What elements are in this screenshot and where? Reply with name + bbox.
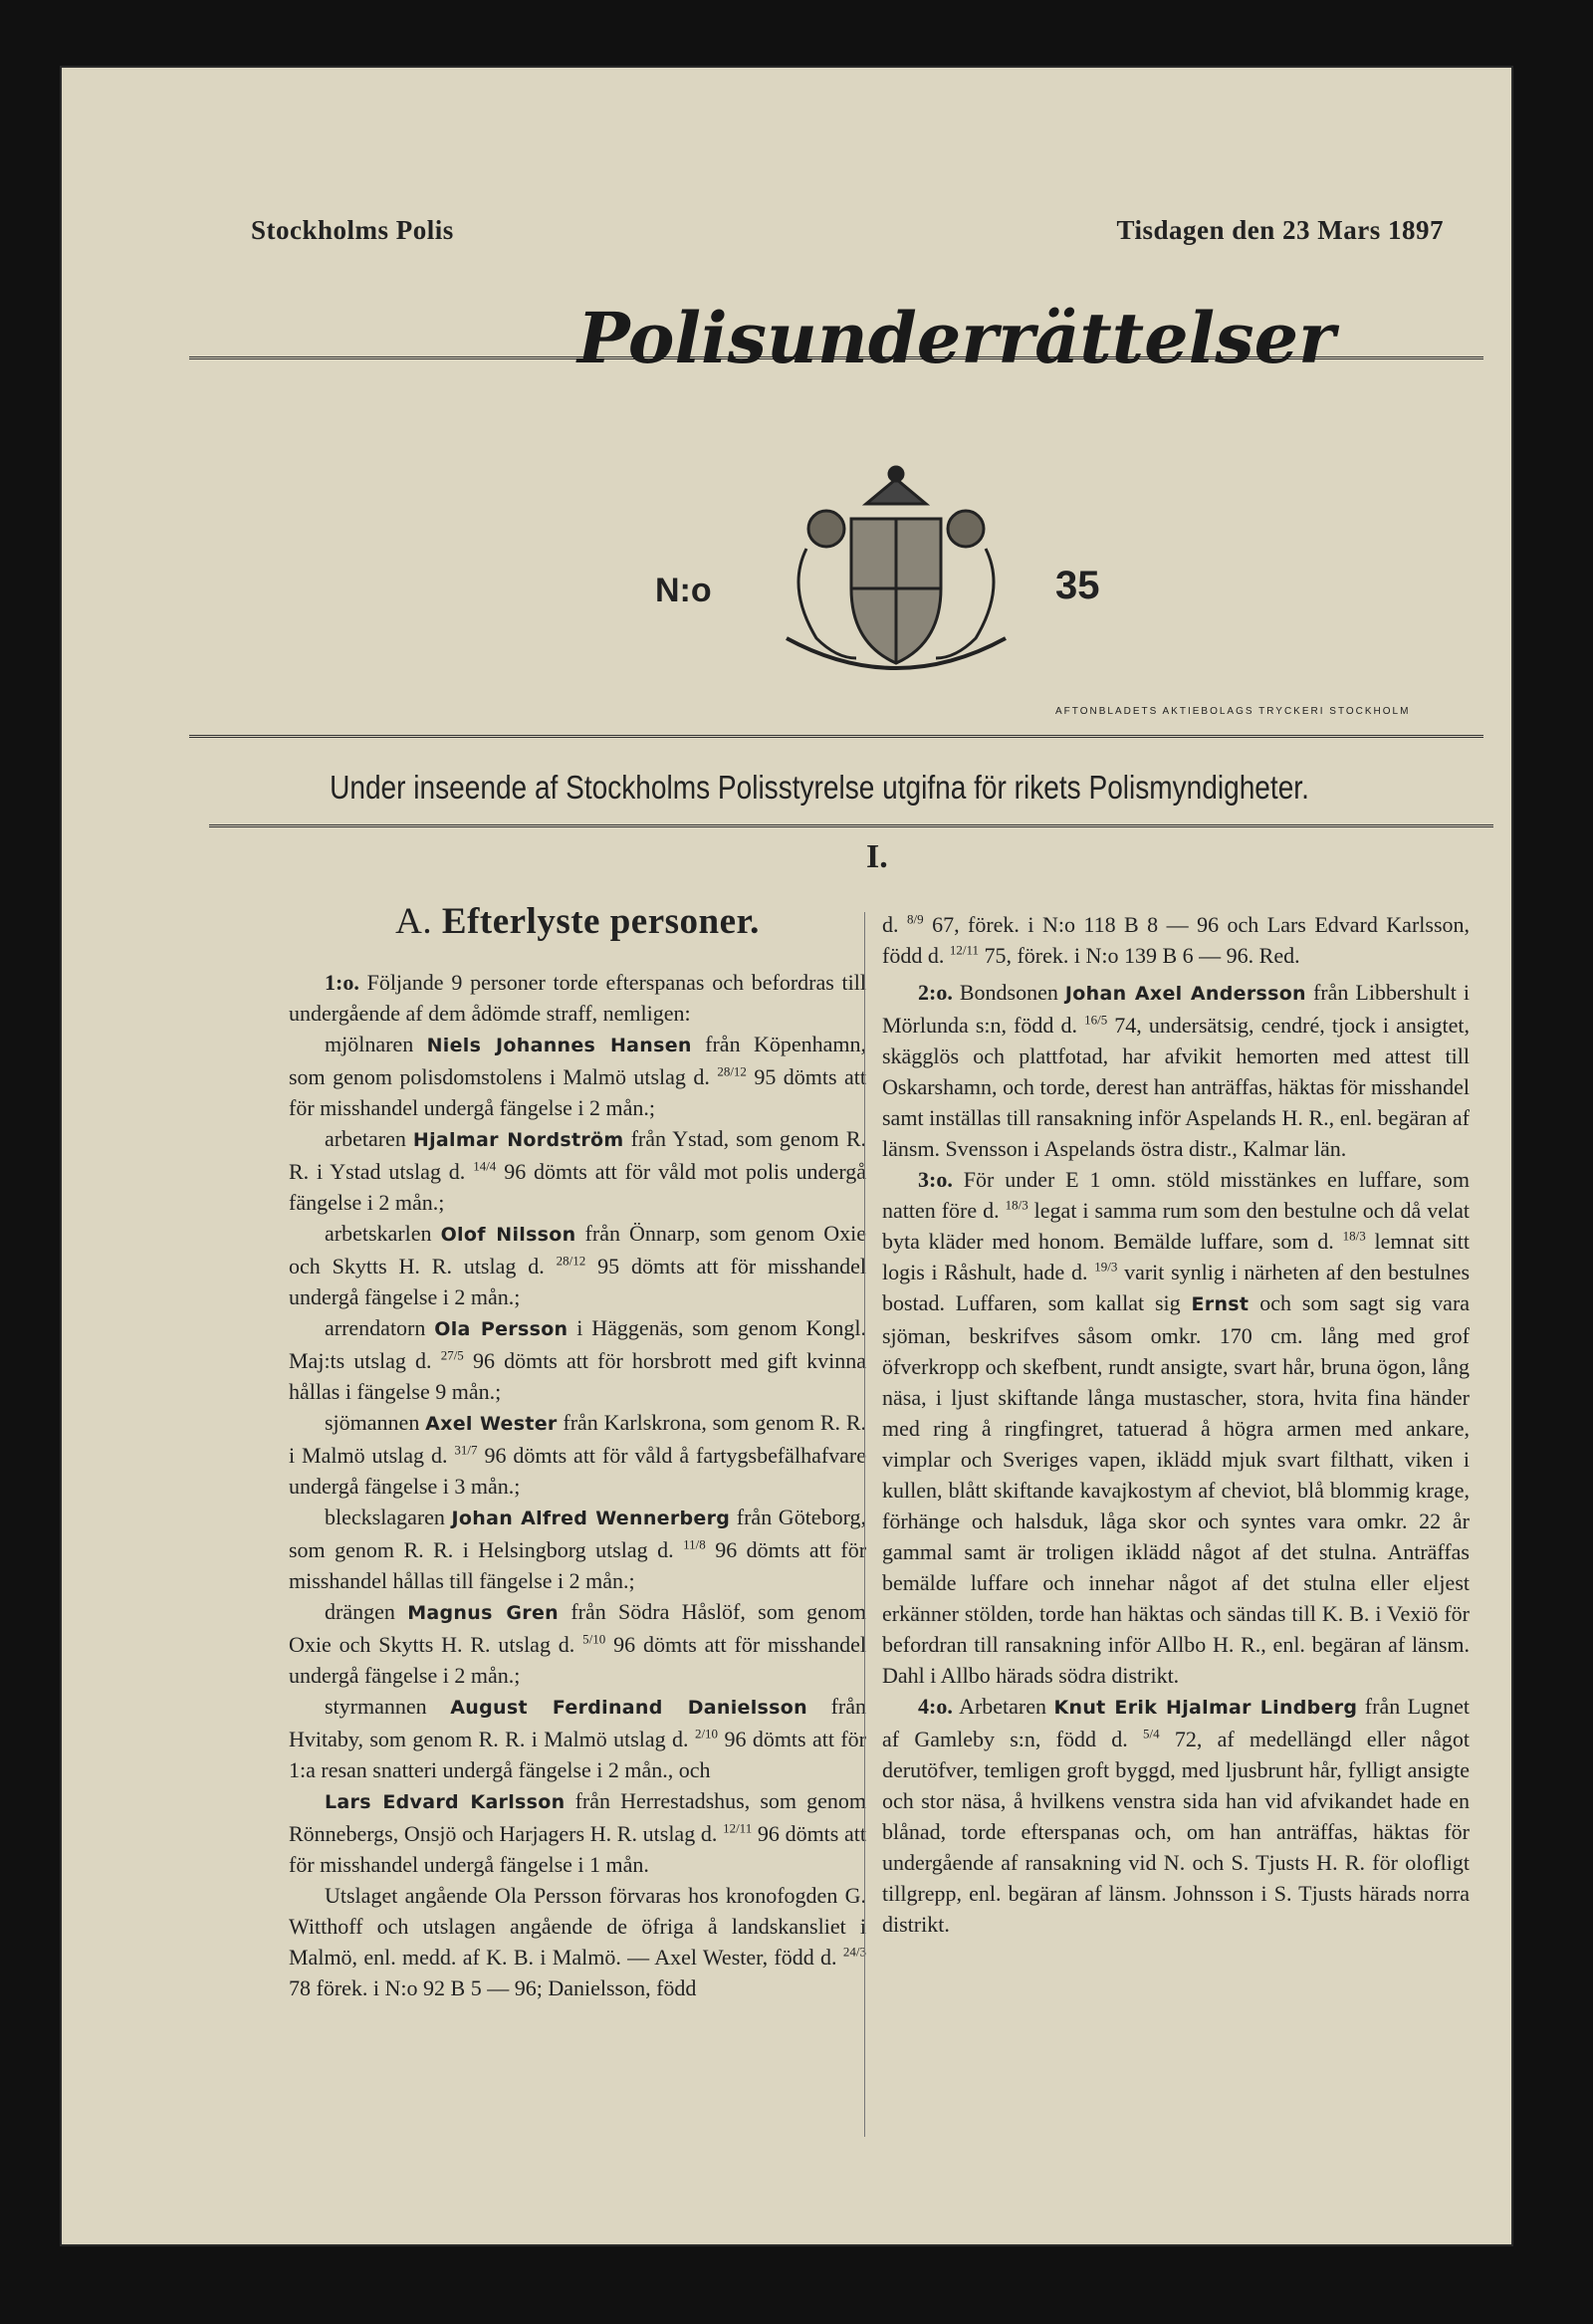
entry-occupation: bleckslagaren <box>325 1505 445 1529</box>
entry-text: legat i samma rum som den bestulne och då velat byta kläder med honom. Bemälde luffare, som d. <box>882 1198 1471 1254</box>
entry-text: 75, förek. i N:o 139 B 6 — 96. Red. <box>984 943 1300 968</box>
entry-text: 67, förek. i N:o 118 B 8 — 96 och Lars Edvard Karlsson, född d. <box>882 912 1471 968</box>
entry-date: 16/5 <box>1084 1012 1108 1028</box>
wanted-name: Ola Persson <box>434 1318 569 1340</box>
notice-1-intro <box>289 967 866 1029</box>
wanted-entry <box>289 1407 866 1502</box>
entry-text: 95 dömts att för misshandel undergå fängelse i 2 mån.; <box>289 1064 867 1120</box>
entry-text: från Ystad, som genom R. R. i Ystad utslag d. <box>289 1126 867 1184</box>
entry-date: 2/10 <box>694 1726 719 1742</box>
wanted-entry <box>289 1691 866 1785</box>
column-separator <box>864 912 865 2137</box>
wanted-entry <box>289 1218 866 1312</box>
entry-date: 12/11 <box>949 942 979 958</box>
entry-text: från Önnarp, som genom Oxie och Skytts H. R. utslag d. <box>289 1221 867 1278</box>
section-heading: Efterlyste personer. <box>441 901 760 942</box>
wanted-name: Johan Axel Andersson <box>1064 983 1306 1005</box>
entry-text: 96 dömts att för misshandel undergå fängelse i 1 mån. <box>289 1821 867 1877</box>
entry-text: d. <box>882 912 899 937</box>
wanted-entry <box>289 1123 866 1218</box>
entry-date: 14/4 <box>473 1158 497 1174</box>
entry-text: För under E 1 omn. stöld misstänkes en luffare, som natten före d. <box>882 1167 1471 1223</box>
wanted-name: Johan Alfred Wennerberg <box>451 1508 731 1529</box>
entry-text: från Göteborg, som genom R. R. i Helsingborg utslag d. <box>289 1505 866 1562</box>
subtitle-rule <box>209 824 1493 827</box>
entry-date: 28/12 <box>717 1063 747 1079</box>
wanted-entry <box>289 1596 866 1691</box>
entry-occupation: mjölnaren <box>325 1032 414 1056</box>
entry-text: varit synlig i närheten af den bestulnes bostad. Luffaren, som kallat sig <box>882 1260 1471 1315</box>
entry-occupation: arbetaren <box>325 1126 406 1151</box>
continuation <box>882 909 1470 971</box>
closing-note <box>289 1880 866 2003</box>
entry-date: 31/7 <box>454 1442 478 1458</box>
entry-date: 18/3 <box>1005 1197 1028 1213</box>
entry-text: från Södra Håslöf, som genom Oxie och Skytts H. R. utslag d. <box>289 1599 867 1657</box>
notice-text: Följande 9 personer torde efterspanas och befordras till undergående af dem ådömde straff, nemligen: <box>289 970 866 1026</box>
wanted-entry <box>289 1312 866 1407</box>
entry-text: 74, undersätsig, cendré, tjock i ansigtet, skägglös och plattfotad, har afvikit hemorten med attest till Oskarshamn, och torde, derest han anträffas, häktas för misshandel samt inställas till ransakning inför Aspelands H. R., enl. begäran af länsm. Svensson i Aspelands östra distr., Kalmar län. <box>882 1013 1471 1161</box>
masthead-rule <box>189 735 1483 738</box>
entry-text: från Hvitaby, som genom R. R. i Malmö utslag d. <box>289 1694 866 1751</box>
notice-number: 1:o. <box>325 970 359 995</box>
entry-text: 96 dömts att för horsbrott med gift kvinna hållas i fängelse 9 mån.; <box>289 1348 867 1404</box>
issue-number-label: N:o <box>655 572 712 609</box>
entry-occupation: sjömannen <box>325 1410 420 1435</box>
entry-date: 27/5 <box>440 1347 464 1363</box>
wanted-name: August Ferdinand Danielsson <box>450 1697 807 1719</box>
entry-date: 24/3 <box>842 1944 866 1960</box>
entry-occupation: arrendatorn <box>325 1315 426 1340</box>
section-letter: A. <box>395 901 433 942</box>
wanted-name: Hjalmar Nordström <box>412 1129 624 1151</box>
section-title <box>289 901 866 942</box>
wanted-entry <box>289 1029 866 1123</box>
entry-date: 5/4 <box>1142 1726 1160 1742</box>
entry-text: 96 dömts att för 1:a resan snatteri undergå fängelse i 2 mån., och <box>289 1727 866 1782</box>
wanted-name: Ernst <box>1191 1293 1250 1315</box>
entry-text: i Häggenäs, som genom Kongl. Maj:ts utslag d. <box>289 1315 867 1373</box>
notice-3 <box>882 1164 1470 1691</box>
date-header: Tisdagen den 23 Mars 1897 <box>1116 215 1444 245</box>
entry-date: 8/9 <box>906 911 924 927</box>
entry-occupation: drängen <box>325 1599 395 1624</box>
coat-of-arms-icon <box>747 459 1045 698</box>
wanted-name: Olof Nilsson <box>440 1224 576 1246</box>
entry-text: från Lugnet af Gamleby s:n, född d. <box>882 1694 1470 1751</box>
entry-text: 72, af medellängd eller något derutöfver, temligen groft byggd, med ljusbrunt hår, fylligt ansigte och stor näsa, å hvilkens venstra sida han vid afvikandet hade en blånad, torde efterspanas och, om han anträffas, häktas för undergående af ransakning vid N. och S. Tjusts H. R. för olofligt tillgrepp, enl. begäran af länsm. Johnsson i S. Tjusts härads norra distrikt. <box>882 1727 1471 1937</box>
notice-number: 3:o. <box>918 1167 953 1192</box>
right-column <box>882 909 1470 1940</box>
wanted-name: Axel Wester <box>425 1413 558 1435</box>
notice-2 <box>882 977 1470 1164</box>
entry-text: 78 förek. i N:o 92 B 5 — 96; Danielsson, född <box>289 1975 697 2000</box>
entry-date: 5/10 <box>582 1631 606 1647</box>
notice-number: 2:o. <box>918 980 953 1005</box>
entry-date: 28/12 <box>556 1253 586 1269</box>
city-header: Stockholms Polis <box>251 215 454 245</box>
entry-date: 12/11 <box>723 1820 753 1836</box>
newspaper-page <box>60 66 1513 2246</box>
entry-occupation: arbetskarlen <box>325 1221 432 1246</box>
header-rule <box>189 356 1483 359</box>
notice-number: 4:o. <box>918 1694 953 1719</box>
section-roman-numeral: I. <box>866 838 888 875</box>
entry-text: 96 dömts att för misshandel undergå fängelse i 2 mån.; <box>289 1632 867 1688</box>
entry-text: från Köpenhamn, som genom polisdomstolens i Malmö utslag d. <box>289 1032 867 1089</box>
entry-text: Utslaget angående Ola Persson förvaras hos kronofogden G. Witthoff och utslagen angående de öfriga å landskansliet i Malmö, enl. medd. af K. B. i Malmö. — Axel Wester, född d. <box>289 1883 866 1970</box>
entry-text: 96 dömts att för våld å fartygsbefälhafvare undergå fängelse i 3 mån.; <box>289 1443 867 1499</box>
wanted-name: Niels Johannes Hansen <box>426 1035 692 1056</box>
wanted-entry <box>289 1502 866 1596</box>
entry-date: 19/3 <box>1094 1259 1118 1275</box>
entry-text: från Karlskrona, som genom R. R. i Malmö utslag d. <box>289 1410 867 1468</box>
entry-date: 18/3 <box>1342 1228 1366 1244</box>
entry-date: 11/8 <box>683 1536 706 1552</box>
wanted-name: Knut Erik Hjalmar Lindberg <box>1053 1697 1358 1719</box>
entry-text: 96 dömts att för misshandel hållas till fängelse i 2 mån.; <box>289 1537 867 1593</box>
entry-text: 96 dömts att för våld mot polis undergå fängelse i 2 mån.; <box>289 1159 867 1215</box>
notice-4 <box>882 1691 1470 1940</box>
wanted-name: Magnus Gren <box>407 1602 559 1624</box>
entry-text: och som sagt sig vara sjöman, beskrifves såsom omkr. 170 cm. lång med grof öfverkropp och skefbent, rundt ansigte, svart hår, bruna ögon, lång näsa, i ljust skiftande långa mustascher, stora, hvita fina händer med ring å ringfingret, tatuerad å högra armen med ankare, vimplar och Sveriges vapen, iklädd mjuk svart filthatt, viken i kullen, blått skiftande kavajkostym af cheviot, blå blommig krage, förhänge och halsduk, låga skor och syntes vara omkr. 22 år gammal samt är troligen iklädd något af det stulna. Anträffas bemälde luffare och innehar något af det stulna eller eljest erkänner stölden, torde han häktas och sändas till K. B. i Vexiö för befordran till ransakning inför Allbo H. R., enl. begäran af länsm. Dahl i Allbo härads södra distrikt. <box>882 1290 1471 1688</box>
entry-occupation: Bondsonen <box>959 980 1058 1005</box>
entry-occupation: styrmannen <box>325 1694 427 1719</box>
entry-text: från Libbershult i Mörlunda s:n, född d. <box>882 980 1470 1038</box>
wanted-name: Lars Edvard Karlsson <box>325 1791 566 1813</box>
issue-number-value: 35 <box>1055 564 1100 607</box>
entry-text: lemnat sitt logis i Råshult, hade d. <box>882 1229 1471 1284</box>
entry-text: från Herrestadshus, som genom Rönnebergs, Onsjö och Harjagers H. R. utslag d. <box>289 1788 867 1846</box>
masthead-title: Polisunderrättelser <box>577 297 1336 379</box>
subtitle: Under inseende af Stockholms Polisstyrelse utgifna för rikets Polismyndigheter. <box>330 769 1309 806</box>
wanted-entry <box>289 1785 866 1880</box>
left-column <box>289 902 866 2003</box>
printer-credit: AFTONBLADETS AKTIEBOLAGS TRYCKERI STOCKHOLM <box>1055 706 1411 717</box>
entry-occupation: Arbetaren <box>959 1694 1047 1719</box>
entry-text: 95 dömts att för misshandel undergå fängelse i 2 mån.; <box>289 1254 867 1309</box>
